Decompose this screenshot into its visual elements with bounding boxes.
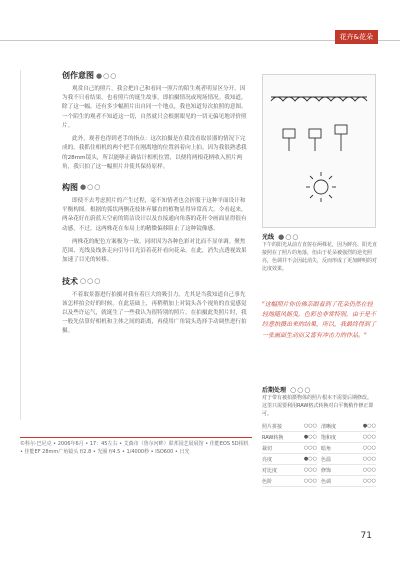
sun-ray (329, 195, 332, 198)
processing-item: 修饰 ○○○ (321, 467, 376, 474)
margin-rule (20, 70, 21, 420)
sun-ray (329, 176, 332, 179)
pull-quote: "这幅照片你仿佛亲眼看到了花朵仍然在轻轻地随风摇曳，色彩也非常特别，由于是不经意拍摄出来的结果，所以，我最终得到了一张画面生动而又富有冲击力的作品。" (262, 301, 377, 339)
paragraph: 不着取景器进行拍摄对我有着巨大的吸引力，尤其是当我知道自己事先该怎样拍会好的时候。在此基础上，再稍稍加上对镜头各个视角的直觉感觉以及些许运气，就诞生了一些我认为很特别的照片。在拍摄此类照片时，我一般先估算好相机和主体之间的距离，再使用广角镜头选择手动调焦进行拍摄。 (62, 291, 247, 335)
rating-dots: ●○○ (80, 183, 102, 192)
panel-title: 后期处理 (262, 387, 287, 394)
page-number: 71 (360, 531, 372, 541)
processing-item: RAW转换 ●○○ (262, 434, 317, 441)
section-technique (62, 276, 247, 337)
processing-item: 饱和度 ○○○ (321, 434, 376, 441)
sun-ray (310, 176, 313, 179)
sun-ray (310, 195, 313, 198)
processing-item: 照片拼接 ○○○ (262, 423, 317, 430)
flower-head-mid (309, 129, 321, 138)
processing-item: 色调 ○○○ (321, 478, 376, 485)
main-text-column (62, 70, 247, 347)
photo-caption: ©科尔·巴尼克 • 2006年6月 • 17：45左右 • 艾森市（鲁尔河畔）联邦园艺展展馆 • 佳能EOS 5D相机 • 佳能EF 28mm广角镜头 f/2.8 • 光圈 f/4.5 • 1/4000秒 • ISO600 • 日光 (20, 437, 252, 456)
panel-text: 对于带有被拍摄物体的照片根本不需要后期修改。这里只需要利用RAW格式转换对白平衡稍作修正即可。 (262, 395, 374, 417)
section-title: 创作意图 (62, 71, 94, 80)
note-text: 下午的阳光从前方直射在两株花，因为鲜亮、阳光直接照在了照片的角落，但由于花朵被强烈的逆光照亮，色调并不会因此消失，反而形成了更加鲜明的对比度效果。 (262, 242, 378, 272)
sun-symbol (314, 180, 328, 194)
flower-head-left (283, 129, 295, 138)
diagram-sketch (263, 75, 375, 227)
lighting-note (262, 232, 377, 273)
processing-grid (262, 422, 376, 487)
section-composition (62, 182, 247, 266)
lighting-diagram (262, 74, 376, 228)
section-intent (62, 70, 247, 172)
processing-item: 色温 ○○○ (321, 456, 376, 463)
post-processing-panel (262, 385, 376, 487)
paragraph: 即使不去考虑照片的产生过程，毫不知情者也会折服于这种平面设计和平衡构图。根据的弧状两侧花枝体弃膝直的植物显得异常高大。令看起来，两朵花好在蔚蓝天空前的简洁设计以及直接通向角落的花秆令画面显得很有动感，不过，这两株花在布局上的精微偏移阻止了这种镜像感。 (62, 197, 247, 232)
paragraph: 观赏自己的照片，我会把自己和看同一照片的陌生观者明显区分开。因为我不只看结果，也看照片的诞生故事，即拍摄情况或现场情况。我知道，除了这一幅，还有多少幅照片出自同一个地点，我也知道每次拍照的意图。一个陌生的观者不知道这一切，自然就只会根据眼见的一切无偏见地评价照片。 (62, 86, 247, 129)
processing-item: 色阶 ○○○ (262, 478, 317, 485)
processing-item: 裁切 ○○○ (262, 445, 317, 452)
paragraph: 两株花的配色方案极为一致，同时因为各种色彩对比而不显单调。聚焦范围、光线及线条走向引导目光沿着花秆看向花朵。在此，消失点透视效果加速了目光的转移。 (62, 238, 247, 264)
processing-item: 暗角 ○○○ (321, 445, 376, 452)
flower-head-right (335, 125, 347, 134)
section-title: 技术 (62, 276, 78, 286)
processing-item: 亮度 ●○○ (262, 456, 317, 463)
paragraph: 此外，观者也得到老手的指点：这次拍摄是在我没看取景器的情况下完成的。我抓住相机的两个把手在刚离地的位置斜着向上拍。因为我很熟悉我的28mm镜头，所以能够正确估计相机位置，以便将两根花柄收入照片两角，我只拍了这一幅照片并使其保持原样。 (62, 136, 247, 170)
note-title: 光线 (262, 234, 275, 241)
cloud-line (271, 97, 367, 101)
rating-dots: ○○○ (80, 277, 102, 285)
rating-dots: ●○○ (96, 71, 118, 80)
processing-item: 清晰度 ●○○ (321, 423, 376, 430)
processing-item: 对比度 ○○○ (262, 467, 317, 474)
chapter-tag: 花卉&花朵 (335, 30, 378, 44)
rating-dots: ●○○ (278, 233, 300, 241)
section-title: 构图 (62, 182, 78, 192)
rating-dots: ○○○ (290, 386, 312, 394)
